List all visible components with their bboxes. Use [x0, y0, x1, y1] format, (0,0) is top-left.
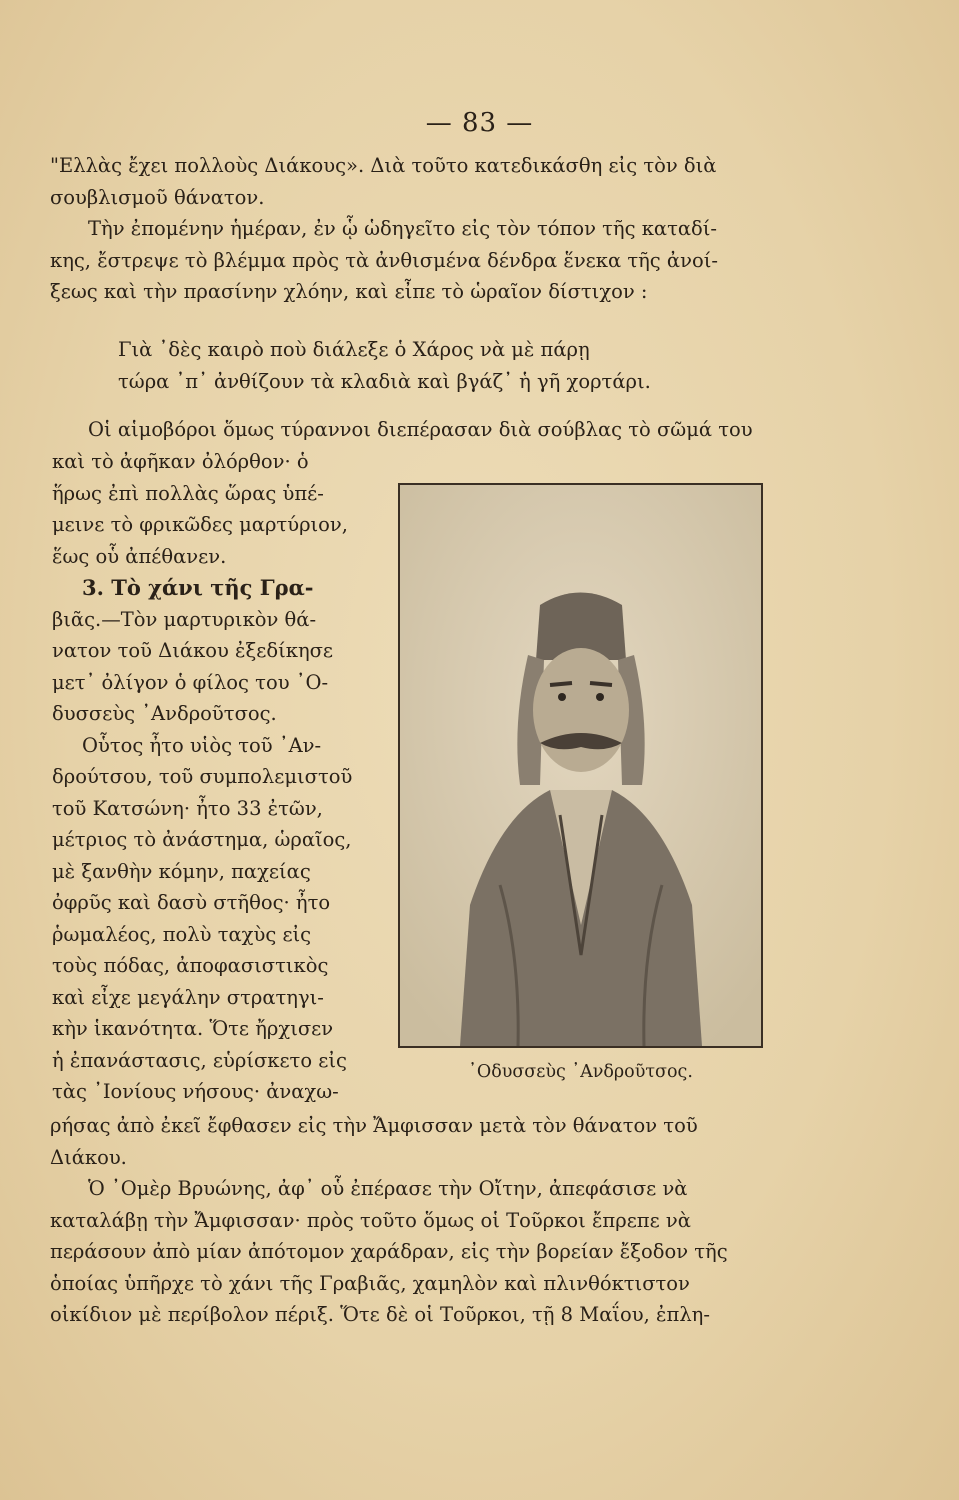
- text-line: ὀφρῦς καὶ δασὺ στῆθος· ἦτο: [52, 891, 331, 914]
- figure-caption: ᾿Οδυσσεὺς ᾿Ανδροῦτσος.: [468, 1062, 693, 1082]
- text-line: ῥωμαλέος, πολὺ ταχὺς εἰς: [52, 922, 312, 946]
- text-line: κὴν ἱκανότητα. Ὅτε ἤρχισεν: [52, 1017, 334, 1040]
- text-line: τοὺς πόδας, ἀποφασιστικὸς: [52, 954, 329, 977]
- text-line: ρήσας ἀπὸ ἐκεῖ ἔφθασεν εἰς τὴν Ἄμφισσαν μετὰ τὸν θάνατον τοῦ: [50, 1114, 698, 1137]
- text-line: ὁποίας ὑπῆρχε τὸ χάνι τῆς Γραβιᾶς, χαμηλὸν καὶ πλινθόκτιστον: [50, 1271, 690, 1295]
- text-line: μὲ ξανθὴν κόμην, παχείας: [52, 859, 311, 883]
- text-line: ἥρως ἐπὶ πολλὰς ὥρας ὑπέ-: [52, 481, 324, 505]
- text-line: τοῦ Κατσώνη· ἦτο 33 ἐτῶν,: [52, 796, 323, 820]
- text-line: Οὗτος ἦτο υἱὸς τοῦ ᾿Αν-: [82, 733, 322, 757]
- text-line: Ὁ ᾿Ομὲρ Βρυώνης, ἀφ᾿ οὗ ἐπέρασε τὴν Οἴτην, ἀπεφάσισε νὰ: [88, 1177, 688, 1200]
- text-line: ξεως καὶ τὴν πρασίνην χλόην, καὶ εἶπε τὸ ὡραῖον δίστιχον :: [50, 280, 648, 303]
- text-line: καταλάβῃ τὴν Ἄμφισσαν· πρὸς τοῦτο ὅμως οἱ Τοῦρκοι ἔπρεπε νὰ: [50, 1208, 691, 1232]
- text-line: μέτριος τὸ ἀνάστημα, ὡραῖος,: [52, 828, 352, 851]
- portrait-figure: [398, 483, 763, 1048]
- text-line: περάσουν ἀπὸ μίαν ἀπότομον χαράδραν, εἰς τὴν βορείαν ἔξοδον τῆς: [50, 1240, 728, 1263]
- text-line: τὰς ᾿Ιονίους νήσους· ἀναχω-: [52, 1080, 339, 1103]
- text-line: ἡ ἐπανάστασις, εὑρίσκετο εἰς: [52, 1048, 347, 1072]
- text-line: νατον τοῦ Διάκου ἐξεδίκησε: [52, 639, 334, 662]
- text-line: μεινε τὸ φρικῶδες μαρτύριον,: [52, 513, 348, 536]
- text-line: κης, ἔστρεψε τὸ βλέμμα πρὸς τὰ ἀνθισμένα δένδρα ἕνεκα τῆς ἀνοί-: [50, 248, 718, 272]
- portrait-image: [400, 485, 761, 1046]
- text-line: καὶ τὸ ἀφῆκαν ὀλόρθον· ὁ: [52, 450, 309, 473]
- paragraph-martyrdom: [50, 414, 828, 446]
- paragraph-continuation: [50, 1110, 790, 1331]
- page-number: — 83 —: [425, 108, 534, 138]
- verse-line: τώρα ᾿π᾿ ἀνθίζουν τὰ κλαδιὰ καὶ βγάζ᾿ ἡ γῆ χορτάρι.: [118, 369, 651, 393]
- text-line: Τὴν ἐπομένην ἡμέραν, ἐν ᾧ ὡδηγεῖτο εἰς τὸν τόπον τῆς καταδί-: [88, 217, 717, 240]
- text-line: οἰκίδιον μὲ περίβολον πέριξ. Ὅτε δὲ οἱ Τοῦρκοι, τῇ 8 Μαΐου, ἐπλη-: [50, 1303, 710, 1326]
- column-text: [52, 446, 382, 1108]
- text-line: Διάκου.: [50, 1145, 127, 1169]
- text-line: δρούτσου, τοῦ συμπολεμιστοῦ: [52, 765, 353, 788]
- text-line: καὶ εἶχε μεγάλην στρατηγι-: [52, 985, 324, 1009]
- text-line: ἕως οὗ ἀπέθανεν.: [52, 544, 227, 568]
- paragraph-opening: [50, 150, 790, 308]
- text-line: βιᾶς.—Τὸν μαρτυρικὸν θά-: [52, 607, 317, 631]
- section-heading: 3. Τὸ χάνι τῆς Γρα-: [82, 575, 314, 600]
- text-line: μετ᾿ ὀλίγον ὁ φίλος του ᾿Ο-: [52, 670, 329, 694]
- verse-couplet: [118, 334, 651, 397]
- verse-line: Γιὰ ᾿δὲς καιρὸ ποὺ διάλεξε ὁ Χάρος νὰ μὲ πάρῃ: [118, 338, 590, 361]
- text-line: Οἱ αἱμοβόροι ὅμως τύραννοι διεπέρασαν διὰ σούβλας τὸ σῶμά του: [88, 418, 753, 441]
- text-line: σουβλισμοῦ θάνατον.: [50, 185, 265, 209]
- text-line: "Ελλὰς ἔχει πολλοὺς Διάκους». Διὰ τοῦτο κατεδικάσθη εἰς τὸν διὰ: [50, 154, 717, 177]
- text-line: δυσσεὺς ᾿Ανδροῦτσος.: [52, 702, 277, 725]
